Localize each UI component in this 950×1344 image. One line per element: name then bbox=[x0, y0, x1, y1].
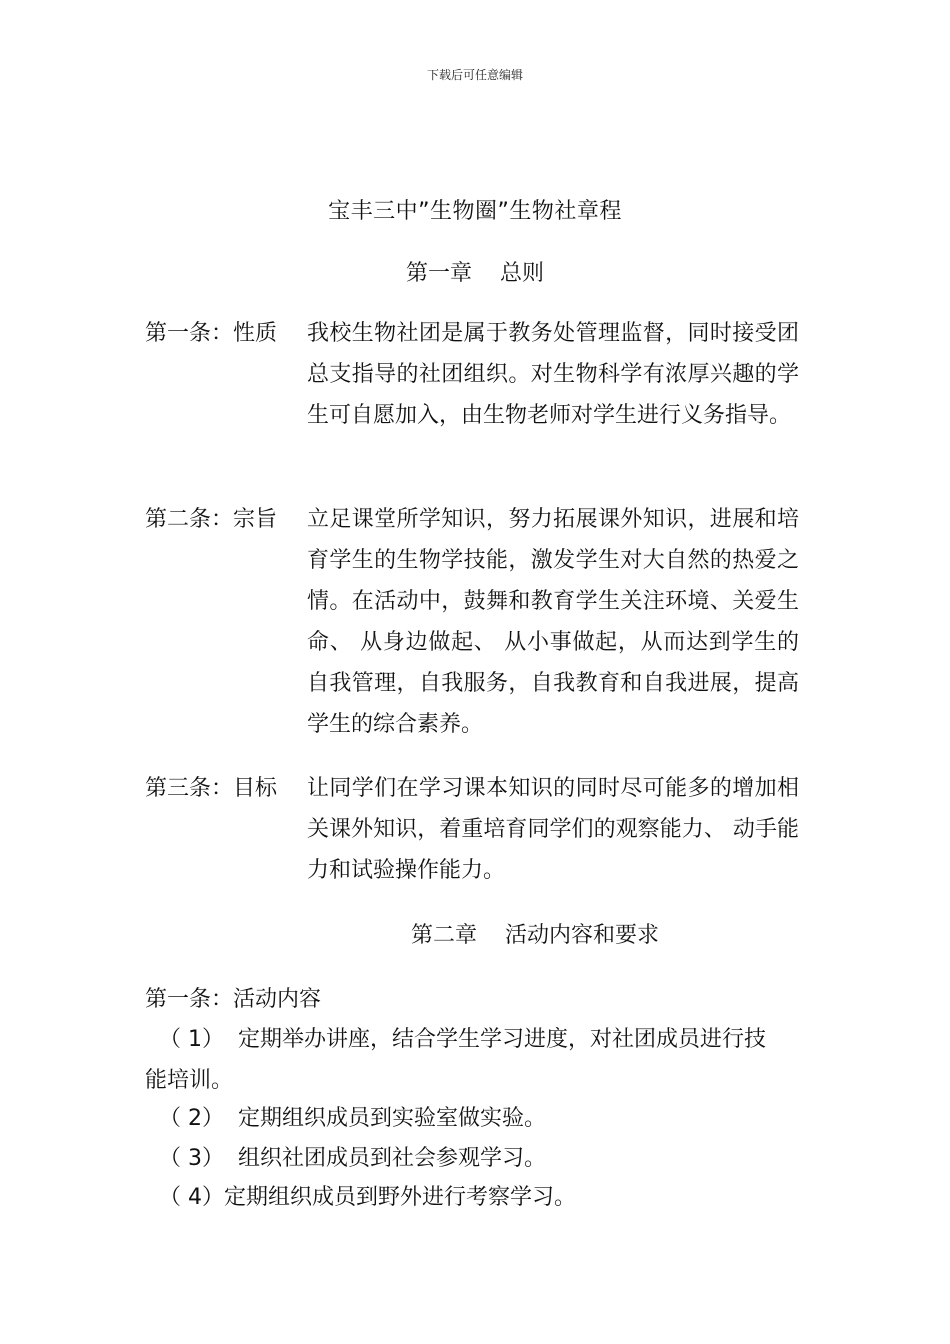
article-body: 让同学们在学习课本知识的同时尽可能多的增加相关课外知识，着重培育同学们的观察能力、 动手能力和试验操作能力。 bbox=[307, 776, 799, 883]
header-note: 下载后可任意编辑 bbox=[426, 68, 523, 82]
article-1-nature bbox=[145, 313, 815, 436]
article-label: 第一条：性质 bbox=[145, 321, 278, 346]
article-label: 第二条：宗旨 bbox=[145, 507, 278, 532]
article-3-goal bbox=[145, 768, 815, 891]
article-body: 我校生物社团是属于教务处管理监督，同时接受团总支指导的社团组织。对生物科学有浓厚兴趣的学生可自愿加入，由生物老师对学生进行义务指导。 bbox=[307, 321, 799, 428]
chapter-1-title: 第一章 总则 bbox=[406, 261, 544, 286]
activity-article-label: 第一条：活动内容 bbox=[145, 987, 322, 1012]
activity-item-3: （ 3） 组织社团成员到社会参观学习。 bbox=[145, 1146, 546, 1171]
chapter-2-title: 第二章 活动内容和要求 bbox=[411, 923, 659, 948]
activity-item-4: （ 4）定期组织成员到野外进行考察学习。 bbox=[145, 1185, 576, 1210]
article-label: 第三条：目标 bbox=[145, 776, 278, 801]
activity-item-1-continued: 能培训。 bbox=[145, 1068, 234, 1093]
article-2-purpose bbox=[145, 499, 815, 745]
activity-item-1: （ 1） 定期举办讲座，结合学生学习进度，对社团成员进行技 bbox=[145, 1027, 766, 1052]
activity-item-2: （ 2） 定期组织成员到实验室做实验。 bbox=[145, 1106, 546, 1131]
document-title: 宝丰三中”生物圈”生物社章程 bbox=[328, 199, 622, 224]
article-body: 立足课堂所学知识，努力拓展课外知识，进展和培育学生的生物学技能，激发学生对大自然的热爱之情。在活动中，鼓舞和教育学生关注环境、关爱生命、 从身边做起、 从小事做起，从而达到学生的自我管理，自我服务，自我教育和自我进展，提高学生的综合素养。 bbox=[307, 507, 799, 737]
